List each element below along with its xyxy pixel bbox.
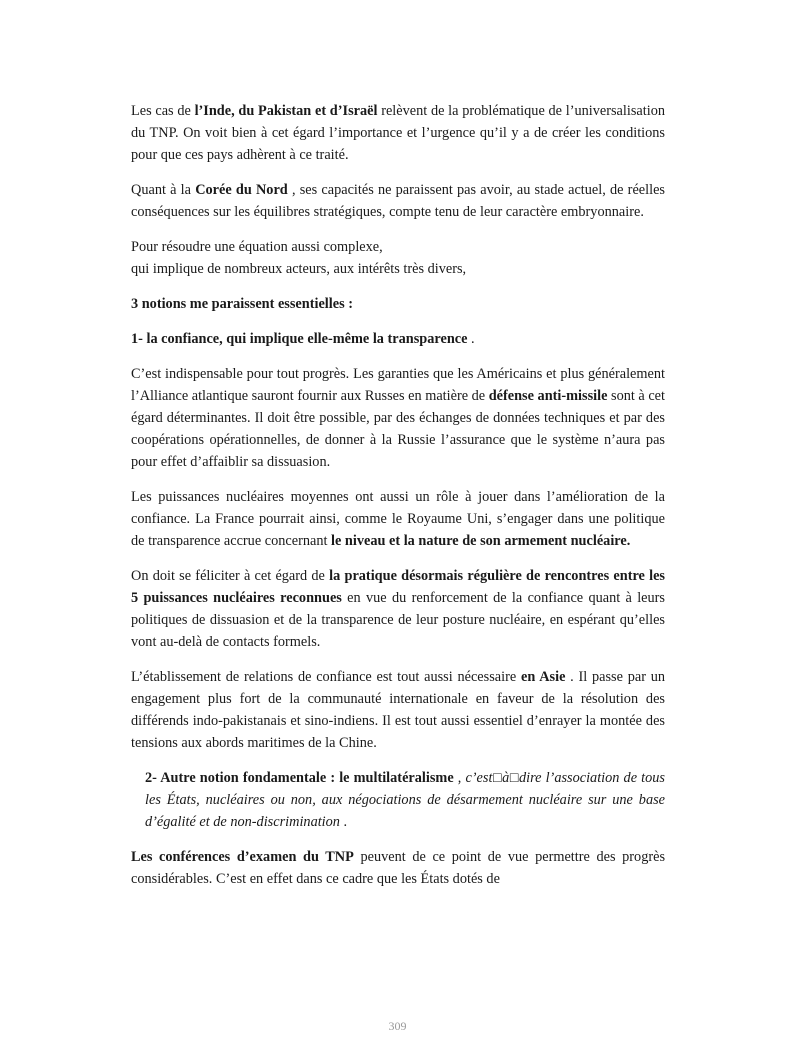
text: L’établissement de relations de confiance est tout aussi nécessaire xyxy=(131,669,521,685)
text: relèvent de la problématique de l’universalisation du TNP. On voit bien à cet égard l’importance et l’urgence qu’il y a de créer les conditions pour que ces pays adhèrent à ce traité. xyxy=(131,103,665,163)
text: On doit se féliciter à cet égard de xyxy=(131,568,330,584)
bold-text: 2- Autre notion fondamentale : le multilatéralisme xyxy=(145,770,454,786)
paragraph-asie xyxy=(131,666,665,754)
italic-text: c’est□à□dire l’association de tous les États, nucléaires ou non, aux négociations de désarmement nucléaire sur une base d’égalité et de non-discrimination xyxy=(145,770,665,830)
text: peuvent de ce point de vue permettre des progrès considérables. C’est en effet dans ce cadre que les États dotés de xyxy=(131,849,666,887)
bold-text: l’Inde, du Pakistan et d’Israël xyxy=(194,103,378,119)
document-body xyxy=(131,100,665,903)
bold-text: la pratique désormais régulière de rencontres entre les 5 puissances nucléaires reconnues xyxy=(131,568,665,606)
text-line: Pour résoudre une équation aussi complexe, xyxy=(131,239,383,255)
bold-text: Les conférences d’examen du TNP xyxy=(131,849,354,865)
text: . xyxy=(339,814,348,830)
paragraph-defense-anti-missile xyxy=(131,363,665,473)
bold-text: 1- la confiance, qui implique elle-même la transparence xyxy=(131,331,468,347)
paragraph-puissances-moyennes xyxy=(131,486,665,552)
text: , ses capacités ne paraissent pas avoir, au stade actuel, de réelles conséquences sur les équilibres stratégiques, compte tenu de leur caractère embryonnaire. xyxy=(131,182,665,220)
paragraph-conferences-tnp xyxy=(131,846,665,890)
heading-confiance xyxy=(131,328,665,350)
bold-text: en Asie xyxy=(520,669,566,685)
bold-text: 3 notions me paraissent essentielles : xyxy=(131,296,353,312)
paragraph-coree-du-nord xyxy=(131,179,665,223)
paragraph-equation xyxy=(131,236,665,280)
text: C’est indispensable pour tout progrès. Les garanties que les Américains et plus généralement l’Alliance atlantique sauront fournir aux Russes en matière de xyxy=(131,366,665,404)
text: . xyxy=(467,331,475,347)
text: . Il passe par un engagement plus fort de la communauté internationale en faveur de la résolution des différends indo-pakistanais et sino-indiens. Il est tout aussi essentiel d’enrayer la montée des tensions aux abords maritimes de la Chine. xyxy=(131,669,665,751)
text: en vue du renforcement de la confiance quant à leurs politiques de dissuasion et de la transparence de leur posture nucléaire, en espérant qu’elles vont au-delà de contacts formels. xyxy=(131,590,665,650)
page-number: 309 xyxy=(388,1019,407,1033)
text: Quant à la xyxy=(131,182,196,198)
bold-text: défense anti-missile xyxy=(488,388,608,404)
text: sont à cet égard déterminantes. Il doit être possible, par des échanges de données techniques et par des coopérations opérationnelles, de donner à la Russie l’assurance que le système n’aura pas pour effet d’affaiblir sa dissuasion. xyxy=(131,388,666,470)
paragraph-three-notions xyxy=(131,293,665,315)
heading-multilateralisme xyxy=(131,767,665,833)
text: Les cas de xyxy=(131,103,195,119)
bold-text: le niveau et la nature de son armement nucléaire. xyxy=(331,533,631,549)
text: , xyxy=(453,770,466,786)
paragraph-rencontres xyxy=(131,565,665,653)
text: Les puissances nucléaires moyennes ont aussi un rôle à jouer dans l’amélioration de la confiance. La France pourrait ainsi, comme le Royaume Uni, s’engager dans une politique de transparence accrue concernant xyxy=(131,489,665,549)
paragraph-universalisation xyxy=(131,100,665,166)
text-line: qui implique de nombreux acteurs, aux intérêts très divers, xyxy=(131,261,467,277)
bold-text: Corée du Nord xyxy=(195,182,288,198)
